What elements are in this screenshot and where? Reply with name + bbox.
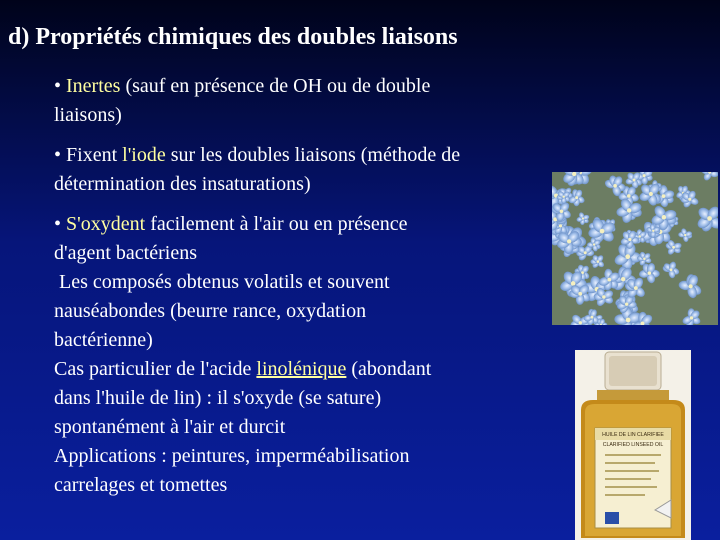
bullet-iode: • Fixent l'iode sur les doubles liaisons (méthode de détermination des insaturations) — [54, 144, 461, 195]
flax-flowers-illustration — [552, 172, 718, 325]
bottle-illustration — [575, 350, 691, 540]
bottle-label-line2: CLARIFIED LINSEED OIL — [602, 442, 664, 448]
keyword-oxydent: S'oxydent — [66, 213, 146, 235]
keyword-inertes: Inertes — [66, 75, 121, 97]
bullet-marker: • — [54, 144, 62, 166]
content-body — [54, 72, 554, 511]
slide-title: d) Propriétés chimiques des doubles liaisons — [8, 24, 458, 50]
bullet-inertes: • Inertes (sauf en présence de OH ou de double liaisons) — [54, 75, 431, 126]
linseed-oil-bottle-image — [575, 350, 691, 540]
flax-flowers-image — [552, 172, 718, 325]
bottle-label-line1: HUILE DE LIN CLARIFIEE — [602, 432, 664, 438]
keyword-linolenique: linolénique — [256, 358, 347, 380]
bullet-oxydent: • S'oxydent facilement à l'air ou en présence d'agent bactériens Les composés obtenus volatils et souvent nauséabondes (beurre rance, oxydation bactérienne) Cas particulier de l'acide linolénique (abondant dans l'huile de lin) : il s'oxyde (se sature) spontanément à l'air et durcit Applications : peintures, imperméabilisation carrelages et tomettes — [54, 213, 432, 496]
brand-logo — [605, 512, 619, 524]
keyword-iode: l'iode — [122, 144, 166, 166]
bullet-marker: • — [54, 75, 62, 97]
bullet-marker: • — [54, 213, 62, 235]
